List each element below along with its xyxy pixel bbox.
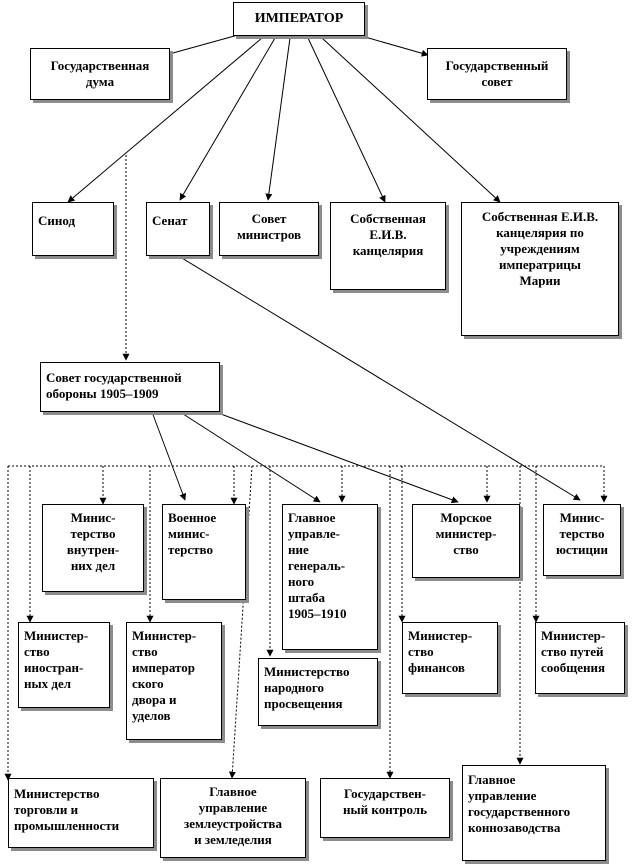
arrow-emperor-senate	[180, 38, 275, 200]
node-ministry-foreign-affairs: Министер- ство иностран- ных дел	[18, 622, 110, 708]
node-imperial-chancellery: Собственная Е.И.В. канцелярия	[330, 202, 446, 290]
node-ministry-interior: Минис- терство внутрен- них дел	[42, 504, 144, 592]
node-synod: Синод	[32, 202, 114, 256]
node-chancellery-empress-maria: Собственная Е.И.В. канцелярия по учреждениям императрицы Марии	[461, 202, 619, 336]
node-state-stud-admin: Главное управление государственного коннозаводства	[462, 765, 606, 861]
arrow-emperor-council	[358, 35, 428, 55]
node-state-duma: Государственная дума	[30, 48, 170, 100]
arrow-emperor-ministers	[268, 38, 290, 200]
arrow-emperor-duma	[162, 35, 238, 56]
arrow-defense-navy	[210, 410, 458, 502]
node-emperor: ИМПЕРАТОР	[233, 2, 365, 36]
node-state-council: Государственный совет	[427, 48, 567, 100]
node-ministry-finance: Министер- ство финансов	[402, 622, 498, 694]
node-ministry-imperial-court: Министер- ство император ского двора и уделов	[126, 622, 222, 740]
arrow-defense-staff	[180, 412, 320, 502]
node-ministry-justice: Минис- терство юстиции	[543, 504, 621, 576]
node-senate: Сенат	[146, 202, 210, 256]
arrow-defense-war	[152, 412, 185, 500]
node-ministry-education: Министерство народного просвещения	[258, 658, 378, 726]
node-ministry-war: Военное минис- терство	[162, 504, 246, 600]
node-state-defense-council: Совет государственной обороны 1905–1909	[40, 362, 220, 412]
node-council-of-ministers: Совет министров	[219, 202, 319, 256]
arrow-emperor-chancellery	[308, 38, 385, 202]
node-ministry-railways: Министер- ство путей сообщения	[535, 622, 625, 694]
node-state-control: Государствен- ный контроль	[320, 778, 450, 838]
node-general-staff: Главное управле- ние генераль- ного штаба 1905–1910	[282, 504, 378, 650]
node-ministry-trade-industry: Министерство торговли и промышленности	[8, 778, 154, 848]
node-ministry-navy: Морское министер- ство	[412, 504, 520, 578]
node-land-management-admin: Главное управление землеустройства и земледелия	[160, 778, 306, 858]
